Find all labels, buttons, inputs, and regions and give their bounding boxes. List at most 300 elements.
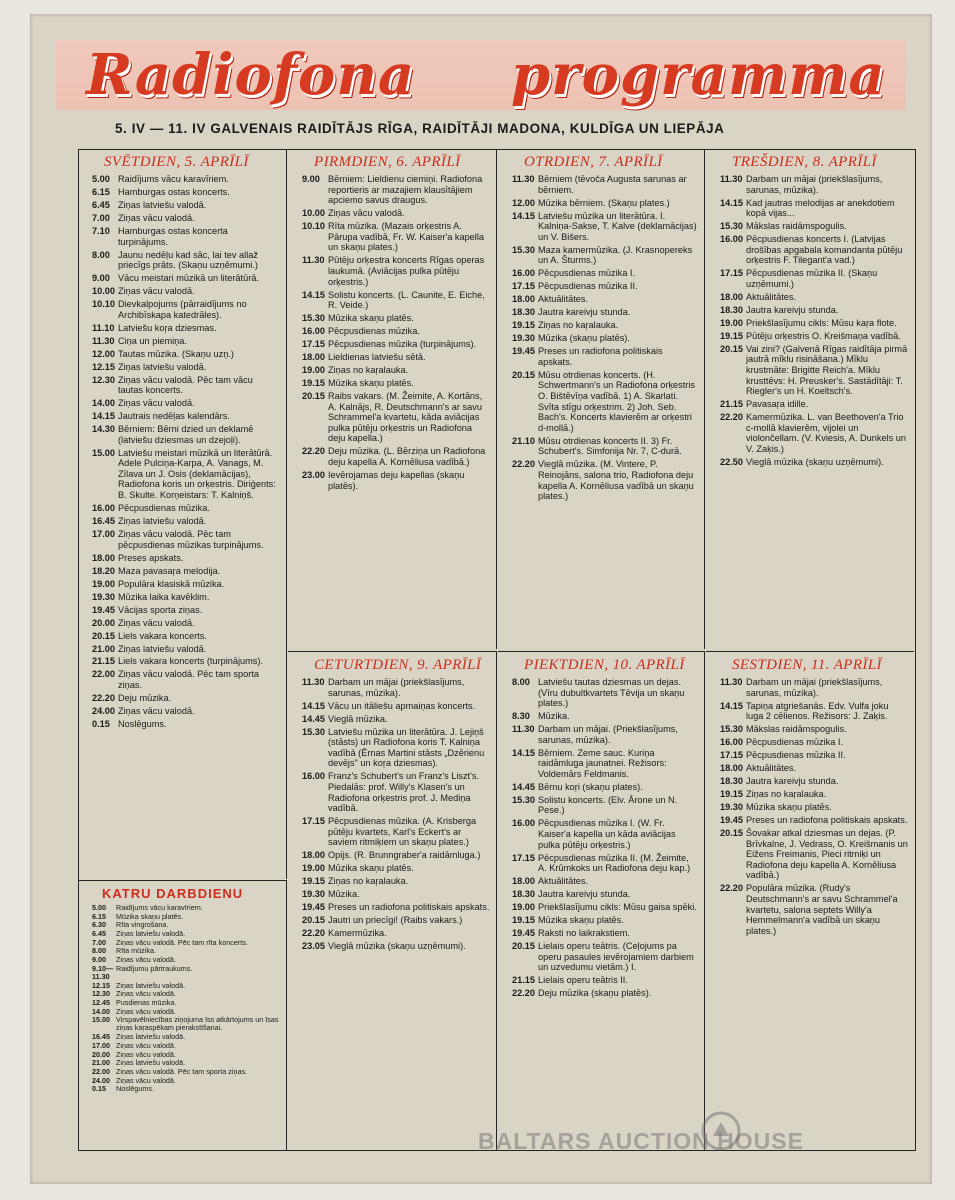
program-time: 12.15 bbox=[92, 361, 115, 372]
program-description: Pēcpusdienas mūzika II. (M. Žeimite, A. Krūmkoks un Radiofona deju kap.) bbox=[538, 852, 691, 874]
program-time: 19.45 bbox=[512, 928, 535, 939]
program-entry bbox=[706, 234, 914, 266]
program-entry bbox=[78, 1077, 286, 1085]
program-time: 16.00 bbox=[302, 771, 325, 782]
program-entry bbox=[78, 213, 286, 224]
program-description: Aktuālitātes. bbox=[746, 291, 797, 302]
program-entry bbox=[78, 349, 286, 360]
program-description: Ziņas vācu valodā. bbox=[118, 212, 195, 223]
program-entry bbox=[498, 941, 704, 973]
program-time: 19.00 bbox=[302, 863, 325, 874]
program-time: 21.15 bbox=[512, 975, 535, 986]
program-entry bbox=[706, 318, 914, 329]
program-entry bbox=[498, 268, 704, 279]
program-entry bbox=[706, 344, 914, 397]
program-entry bbox=[706, 412, 914, 454]
day-heading: PIRMDIEN, 6. APRĪLĪ bbox=[314, 154, 461, 170]
program-description: Lieldienas latviešu sētā. bbox=[328, 352, 426, 363]
program-time: 18.00 bbox=[512, 876, 535, 887]
program-time: 20.15 bbox=[720, 343, 743, 354]
program-time: 21.10 bbox=[512, 435, 535, 446]
program-description: Mākslas raidāmspogulis. bbox=[746, 724, 847, 735]
program-time: 8.30 bbox=[512, 711, 530, 722]
program-entry bbox=[78, 913, 286, 921]
program-description: Mūzika skaņu platēs. bbox=[328, 378, 414, 388]
program-time: 7.10 bbox=[92, 225, 110, 236]
program-time: 9.00 bbox=[92, 955, 106, 965]
program-entry bbox=[498, 294, 704, 305]
program-time: 14.15 bbox=[512, 747, 535, 758]
program-entry bbox=[498, 782, 704, 793]
program-entry bbox=[498, 320, 704, 331]
program-time: 18.00 bbox=[302, 850, 325, 861]
program-time: 8.00 bbox=[92, 249, 110, 260]
program-description: Rīta mūzika. (Mazais orķestris A. Pārupa vadībā, Fr. W. Kaiser'a kapella un skaņu plates.) bbox=[328, 221, 484, 253]
program-time: 19.15 bbox=[720, 789, 743, 800]
program-time: 22.20 bbox=[720, 412, 743, 423]
program-description: Pavasaŗa idille. bbox=[746, 399, 809, 410]
program-time: 19.15 bbox=[512, 915, 535, 926]
program-time: 17.15 bbox=[512, 281, 535, 292]
program-description: Deju mūzika. bbox=[118, 693, 172, 704]
program-time: 19.45 bbox=[512, 346, 535, 357]
program-entry bbox=[288, 313, 496, 324]
program-entry bbox=[706, 701, 914, 722]
program-entry bbox=[498, 724, 704, 745]
program-time: 12.00 bbox=[92, 348, 115, 359]
program-description: Ziņas vācu valodā. bbox=[118, 617, 195, 628]
program-entry bbox=[498, 346, 704, 367]
program-time: 11.30 bbox=[302, 677, 325, 687]
program-entry bbox=[78, 669, 286, 690]
program-entry bbox=[498, 795, 704, 816]
program-time: 17.15 bbox=[512, 852, 535, 863]
program-description: Pēcpusdienas mūzika II. bbox=[746, 750, 846, 761]
program-entry bbox=[288, 365, 496, 376]
program-entry bbox=[498, 876, 704, 887]
program-entry bbox=[78, 947, 286, 955]
program-time: 9.00 bbox=[302, 174, 320, 184]
program-entry bbox=[706, 221, 914, 232]
program-time: 15.00 bbox=[92, 447, 115, 458]
program-description: Populāra mūzika. (Rudy's Deutschmann's ar savu Schrammel'a kvartetu, salona septets Willy'a Hemmelmann'a vadībā un skaņu plates.) bbox=[746, 883, 898, 936]
program-time: 15.30 bbox=[512, 794, 535, 805]
program-description: Pēcpusdienas mūzika. bbox=[328, 326, 420, 337]
program-time: 19.00 bbox=[720, 317, 743, 328]
program-time: 18.00 bbox=[720, 763, 743, 774]
program-description: Ziņas latviešu valodā. bbox=[116, 1032, 186, 1042]
program-entry bbox=[498, 307, 704, 318]
program-entry bbox=[498, 211, 704, 243]
program-entry bbox=[706, 305, 914, 316]
program-description: Ziņas vācu valodā. Pēc tam sporta ziņas. bbox=[116, 1066, 248, 1076]
program-entry bbox=[78, 939, 286, 947]
program-description: Tautas mūzika. (Skaņu uzņ.) bbox=[118, 348, 234, 359]
program-description: Jautri un priecīgi! (Raibs vakars.) bbox=[328, 915, 463, 926]
program-entry bbox=[78, 592, 286, 603]
program-time: 19.30 bbox=[92, 591, 115, 602]
program-time: 6.15 bbox=[92, 911, 106, 921]
program-entry bbox=[706, 776, 914, 787]
program-entry bbox=[706, 331, 914, 342]
program-entry bbox=[288, 771, 496, 813]
program-description: Mūzika skaņu platēs. bbox=[116, 911, 184, 921]
program-time: 12.30 bbox=[92, 374, 115, 385]
program-entry bbox=[78, 693, 286, 704]
program-time: 8.00 bbox=[92, 946, 106, 956]
program-description: Ziņas no kaŗalauka. bbox=[328, 365, 409, 376]
program-description: Maza kamermūzika. (J. Krasnopereks un A. Šturms.) bbox=[538, 244, 693, 266]
program-entry bbox=[288, 714, 496, 725]
program-description: Ziņas vācu valodā. Pēc tam rīta koncerts. bbox=[116, 937, 248, 947]
program-time: 10.10 bbox=[92, 299, 115, 310]
program-description: Šovakar atkal dziesmas un dejas. (P. Brīvkalne, J. Vedrass, O. Kreišmanis un Eižens Freimanis, Pieci ritmiķi un Radiofona deju kapella A. Kornēliusa vadībā.) bbox=[746, 828, 908, 881]
program-entry bbox=[288, 701, 496, 712]
program-time: 22.00 bbox=[92, 669, 115, 680]
program-entry bbox=[78, 904, 286, 912]
program-time: 17.00 bbox=[92, 1040, 110, 1050]
program-time: 18.20 bbox=[92, 565, 115, 576]
program-entry bbox=[78, 336, 286, 347]
program-time: 6.15 bbox=[92, 186, 110, 197]
program-description: Jautra kareivju stunda. bbox=[746, 304, 839, 315]
program-entry bbox=[706, 750, 914, 761]
program-entry bbox=[78, 999, 286, 1007]
program-time: 14.15 bbox=[302, 700, 325, 711]
program-description: Mūzika. bbox=[538, 711, 570, 722]
program-description: Kad jautras melodijas ar anekdotiem kopā vijas... bbox=[746, 197, 895, 219]
program-description: Pūtēju orķestris O. Kreišmaņa vadībā. bbox=[746, 330, 901, 341]
program-description: Ziņas latviešu valodā. bbox=[116, 929, 186, 939]
program-description: Mūzika skaņu platēs. bbox=[746, 802, 832, 813]
program-description: Preses apskats. bbox=[118, 552, 184, 563]
program-entry bbox=[78, 719, 286, 730]
program-entry bbox=[288, 863, 496, 874]
program-time: 18.00 bbox=[512, 294, 535, 305]
program-entry bbox=[498, 370, 704, 434]
program-description: Noslēgums. bbox=[118, 719, 167, 730]
program-description: Raibs vakars. (M. Žeimite, A. Kortāns, A. Kalnājs, R. Deutschmann's ar savu Schrammel'a kvartetu, kāda aviācijas pulka pūtēju orķestris un Radiofona deju kapella.) bbox=[328, 390, 483, 444]
program-time: 20.15 bbox=[512, 369, 535, 380]
program-time: 24.00 bbox=[92, 706, 115, 717]
program-description: Franz's Schubert's un Franz's Liszt's. Piedalās: prof. Willy's Klasen's un Radiofona orķestris prof. J. Mediņa vadībā. bbox=[328, 771, 480, 814]
program-entry bbox=[498, 928, 704, 939]
program-entry bbox=[498, 902, 704, 913]
program-description: Mūzika bērniem. (Skaņu plates.) bbox=[538, 197, 670, 208]
program-description: Latviešu mūzika un literātūra. I. Kalniņa-Sakse, T. Kalve (deklamācijas) un V. Bišers. bbox=[538, 210, 697, 242]
program-entry bbox=[288, 255, 496, 287]
program-time: 7.00 bbox=[92, 212, 110, 223]
program-time: 18.30 bbox=[512, 307, 535, 318]
day-heading: CETURTDIEN, 9. APRĪLĪ bbox=[314, 657, 482, 673]
program-time: 17.15 bbox=[302, 339, 325, 350]
program-description: Solistu koncerts. (Elv. Ārone un N. Pese.) bbox=[538, 794, 678, 816]
program-description: Latviešu meistari mūzikā un literātūrā. Adele Pulciņa-Karpa, A. Vanags, M. Zīlava un J. Osis (deklamācijas), Radiofona koris un orķestris. Diriģents: B. Skulte. Korņeistars: T. Kalniņš. bbox=[118, 447, 276, 501]
program-entry bbox=[288, 290, 496, 311]
program-description: Rīta mūzika. bbox=[116, 946, 156, 956]
program-entry bbox=[498, 748, 704, 780]
program-description: Darbam un mājai (priekšlasījums, sarunas, mūzika). bbox=[328, 677, 465, 698]
day-column-thursday bbox=[288, 651, 497, 1150]
program-time: 18.30 bbox=[512, 889, 535, 900]
program-entry bbox=[78, 706, 286, 717]
program-time: 14.15 bbox=[720, 700, 743, 711]
program-description: Mūzika laika kavēklim. bbox=[118, 591, 210, 602]
program-description: Pēcpusdienas mūzika I. (W. Fr. Kaiser'a kapella un kāda aviācijas pulka pūtēju orķestris.) bbox=[538, 818, 676, 850]
program-description: Ziņas vācu valodā. Pēc tam sporta ziņas. bbox=[118, 669, 259, 691]
program-time: 12.30 bbox=[92, 989, 110, 999]
program-time: 19.30 bbox=[512, 333, 535, 344]
program-entry bbox=[288, 889, 496, 900]
program-description: Pēcpusdienas mūzika (turpinājums). bbox=[328, 339, 477, 350]
program-entry bbox=[78, 631, 286, 642]
program-time: 14.30 bbox=[92, 424, 115, 435]
program-time: 18.30 bbox=[720, 304, 743, 315]
program-entry bbox=[78, 529, 286, 550]
program-entry bbox=[78, 579, 286, 590]
program-entry bbox=[706, 815, 914, 826]
program-description: Pēcpusdienas mūzika I. bbox=[538, 268, 636, 279]
program-time: 21.00 bbox=[92, 1058, 110, 1068]
program-entry bbox=[498, 677, 704, 709]
program-entry bbox=[78, 1016, 286, 1032]
program-entry bbox=[498, 988, 704, 999]
program-time: 22.20 bbox=[302, 928, 325, 939]
program-time: 16.00 bbox=[512, 818, 535, 829]
program-entry bbox=[78, 398, 286, 409]
program-description: Priekšlasījumu cikls: Mūsu kaŗa flote. bbox=[746, 317, 897, 328]
program-entry bbox=[288, 221, 496, 253]
day-heading: TREŠDIEN, 8. APRĪLĪ bbox=[732, 154, 877, 170]
program-description: Noslēgums. bbox=[116, 1084, 154, 1094]
program-time: 16.00 bbox=[720, 737, 743, 748]
program-time: 16.45 bbox=[92, 1032, 110, 1042]
program-description: Mūsu otrdienas koncerts. (H. Schwertmann's un Radiofona orķestris O. Bištēvīņa vadībā. 1) A. Skarlati. Svīta stīgu orķestrim. 2) Joh. Seb. Bach's. Koncerts klavierēm ar orķestri d-mollā.) bbox=[538, 369, 695, 433]
masthead-word-programma: programma bbox=[511, 42, 886, 108]
program-description: Ziņas vācu valodā. bbox=[116, 1006, 176, 1016]
program-description: Vācijas sporta ziņas. bbox=[118, 604, 203, 615]
program-entry bbox=[78, 411, 286, 422]
masthead-banner bbox=[56, 40, 906, 110]
program-entry bbox=[78, 424, 286, 445]
program-time: 22.20 bbox=[512, 459, 535, 470]
program-description: Jaunu nedēļu kad sāc, lai tev allaž priecīgs prāts. (Skaņu uzņēmumi.) bbox=[118, 249, 258, 271]
program-description: Mūzika skaņu platēs. bbox=[538, 915, 624, 926]
program-description: Pūtēju orķestra koncerts Rīgas operas laukumā. (Aviācijas pulka pūtēju orķestris.) bbox=[328, 255, 485, 287]
program-entry bbox=[498, 853, 704, 874]
program-entry bbox=[78, 299, 286, 320]
program-time: 19.30 bbox=[302, 889, 325, 900]
program-description: Pēcpusdienas mūzika. bbox=[118, 503, 210, 514]
program-entry bbox=[498, 333, 704, 344]
program-description: Ziņas latviešu valodā. bbox=[116, 1058, 186, 1068]
program-time: 19.15 bbox=[720, 330, 743, 341]
program-time: 14.15 bbox=[720, 197, 743, 208]
program-entry bbox=[288, 446, 496, 467]
program-description: Mūsu otrdienas koncerts II. 3) Fr. Schubert's. Simfonija Nr. 7, C-durā. bbox=[538, 435, 682, 457]
program-description: Vieglā mūzika. (M. Vintere, P. Reinojāns, salona trio, Radiofona deju kapella A. Kornēliusa vadībā un skaņu plates.) bbox=[538, 459, 694, 502]
program-entry bbox=[78, 503, 286, 514]
program-entry bbox=[78, 226, 286, 247]
program-time: 16.00 bbox=[92, 503, 115, 514]
program-time: 15.30 bbox=[302, 313, 325, 324]
program-entry bbox=[78, 273, 286, 284]
program-entry bbox=[498, 975, 704, 986]
program-description: Vai zini? (Galvenā Rīgas raidītāja pirmā jautrā mīklu risināšana.) Mīklu krustmāte: Brigitte Reich'a. Mīklu krusttēvs: H. Preusker's. Sastādītāji: T. Riegler's un H. Koeltsch's. bbox=[746, 343, 908, 397]
program-description: Aktuālitātes. bbox=[538, 294, 589, 305]
program-entry bbox=[706, 399, 914, 410]
program-description: Preses un radiofona politiskais apskats. bbox=[746, 815, 908, 826]
program-description: Dievkalpojums (pārraidījums no Archibīskapa katedrāles). bbox=[118, 299, 247, 320]
program-time: 9.10—11.30 bbox=[92, 963, 114, 981]
program-entry bbox=[288, 876, 496, 887]
program-time: 16.45 bbox=[92, 516, 115, 527]
program-time: 16.00 bbox=[720, 234, 743, 245]
program-time: 20.15 bbox=[512, 941, 535, 952]
program-time: 10.00 bbox=[302, 208, 325, 219]
program-entry bbox=[78, 1085, 286, 1093]
program-description: Ziņas no kaŗalauka. bbox=[538, 320, 619, 331]
program-entry bbox=[288, 470, 496, 491]
program-description: Ziņas latviešu valodā. bbox=[118, 361, 207, 372]
program-entry bbox=[706, 677, 914, 698]
program-description: Ziņas no kaŗalauka. bbox=[328, 876, 409, 887]
program-time: 14.15 bbox=[302, 289, 325, 300]
program-time: 20.00 bbox=[92, 1049, 110, 1059]
program-description: Kamermūzika. L. van Beethoven'a Trio c-mollā klavierēm, vijolei un violončellam. (V. Kviesis, A. Dunkels un V. Zaķis.) bbox=[746, 412, 907, 454]
program-time: 15.30 bbox=[512, 244, 535, 255]
program-entry bbox=[288, 727, 496, 769]
program-description: Rīta vingrošana. bbox=[116, 920, 169, 930]
program-time: 5.00 bbox=[92, 903, 106, 912]
program-entry bbox=[288, 326, 496, 337]
program-description: Ziņas latviešu valodā. bbox=[118, 643, 207, 654]
program-entry bbox=[288, 816, 496, 848]
program-description: Ziņas vācu valodā. Pēc tam pēcpusdienas mūzikas turpinājums. bbox=[118, 529, 264, 550]
program-entry bbox=[706, 763, 914, 774]
program-time: 20.15 bbox=[92, 630, 115, 641]
program-description: Ziņas vācu valodā. bbox=[118, 286, 195, 297]
program-time: 22.20 bbox=[512, 988, 535, 999]
program-entry bbox=[498, 174, 704, 195]
day-column-saturday bbox=[706, 651, 914, 1150]
program-entry bbox=[498, 711, 704, 722]
program-description: Opijs. (R. Brunngraber'a raidāmluga.) bbox=[328, 850, 481, 861]
program-description: Kamermūzika. bbox=[328, 928, 387, 939]
day-column-friday bbox=[498, 651, 705, 1150]
program-time: 19.15 bbox=[512, 320, 535, 331]
program-description: Vieglā mūzika (skaņu uzņēmumi). bbox=[328, 941, 466, 952]
day-column-monday bbox=[288, 149, 497, 649]
program-description: Latviešu mūzika un literātūra. J. Lejiņš (stāsts) un Radiofona koris T. Kalniņa vadībā (Ērnas Martini stāsts „Dzērienu devējs" un koŗa dziesmas). bbox=[328, 726, 485, 769]
program-time: 18.00 bbox=[92, 552, 115, 563]
program-entry bbox=[498, 459, 704, 501]
program-time: 18.00 bbox=[720, 291, 743, 302]
program-time: 11.30 bbox=[720, 174, 743, 184]
program-time: 15.30 bbox=[720, 724, 743, 735]
program-description: Ziņas vācu valodā. Pēc tam vācu tautas koncerts. bbox=[118, 374, 253, 396]
program-entry bbox=[78, 644, 286, 655]
program-entry bbox=[498, 245, 704, 266]
program-time: 14.00 bbox=[92, 398, 115, 409]
program-description: Populāra klasiskā mūzika. bbox=[118, 578, 225, 589]
program-entry bbox=[78, 618, 286, 629]
program-description: Darbam un mājai (priekšlasījums, sarunas, mūzika). bbox=[746, 174, 883, 195]
program-time: 19.00 bbox=[302, 365, 325, 376]
program-description: Ziņas vācu valodā. bbox=[116, 989, 176, 999]
program-time: 11.10 bbox=[92, 322, 115, 333]
program-description: Ziņas vācu valodā. bbox=[328, 208, 405, 219]
program-description: Liels vakara koncerts. bbox=[118, 630, 207, 641]
program-entry bbox=[288, 391, 496, 444]
program-time: 11.30 bbox=[512, 724, 535, 735]
program-time: 19.45 bbox=[92, 604, 115, 615]
program-time: 11.30 bbox=[92, 335, 115, 346]
program-entry bbox=[706, 292, 914, 303]
program-entry bbox=[78, 286, 286, 297]
program-time: 17.15 bbox=[302, 816, 325, 827]
program-description: Ziņas vācu valodā. bbox=[116, 955, 176, 965]
program-description: Pēcpusdienas mūzika. (A. Krisberga pūtēju kvartets, Karl's Eckert's ar saviem ritmiķiem un skaņu plates.) bbox=[328, 816, 477, 848]
program-time: 11.30 bbox=[302, 255, 325, 266]
program-description: Bērniem (tēvoča Augusta sarunas ar bērniem. bbox=[538, 174, 687, 195]
program-time: 18.00 bbox=[302, 352, 325, 363]
program-entry bbox=[78, 930, 286, 938]
program-time: 0.15 bbox=[92, 719, 110, 730]
program-entry bbox=[706, 883, 914, 936]
day-heading: SVĒTDIEN, 5. APRĪLĪ bbox=[104, 154, 249, 170]
program-description: Lielais operu teātris. (Ceļojums pa operu pasaules ievērojamiem darbiem un uzvedumu vietām.) I. bbox=[538, 941, 694, 973]
day-column-wednesday bbox=[706, 149, 914, 649]
program-description: Vieglā mūzika. bbox=[328, 713, 388, 724]
program-description: Jautra kareivju stunda. bbox=[538, 307, 631, 318]
day-heading: KATRU DARBDIENU bbox=[102, 886, 244, 901]
program-entry bbox=[498, 281, 704, 292]
program-time: 19.30 bbox=[720, 802, 743, 813]
program-entry bbox=[78, 1042, 286, 1050]
program-description: Lielais operu teātris II. bbox=[538, 975, 628, 986]
program-description: Ziņas vācu valodā. bbox=[116, 1049, 176, 1059]
program-description: Priekšlasījumu cikls: Mūsu gaisa spēki. bbox=[538, 902, 697, 913]
program-description: Ziņas vācu valodā. bbox=[118, 398, 195, 409]
program-description: Bērniem. Zeme sauc. Kuriņa raidāmluga jaunatnei. Režisors: Voldemārs Feldmanis. bbox=[538, 747, 667, 779]
program-time: 14.15 bbox=[512, 210, 535, 221]
program-description: Latviešu tautas dziesmas un dejas. (Vīru dubultkvartets Tēvija un skaņu plates.) bbox=[538, 677, 685, 709]
program-entry bbox=[78, 1068, 286, 1076]
program-description: Vācu un itāliešu apmaiņas koncerts. bbox=[328, 700, 476, 711]
program-description: Ziņas latviešu valodā. bbox=[116, 980, 186, 990]
program-time: 20.00 bbox=[92, 617, 115, 628]
program-time: 22.20 bbox=[302, 446, 325, 457]
program-description: Preses un radiofona politiskais apskats. bbox=[538, 346, 663, 367]
program-description: Deju mūzika. (L. Bērziņa un Radiofona deju kapella A. Kornēliusa vadībā.) bbox=[328, 446, 486, 467]
program-description: Maza pavasaŗa melodija. bbox=[118, 565, 221, 576]
program-description: Jautra kareivju stunda. bbox=[746, 776, 839, 787]
program-description: Raidījums vācu karavīriem. bbox=[118, 174, 229, 184]
program-description: Mūzika. bbox=[328, 889, 360, 900]
program-description: Ziņas vācu valodā. bbox=[116, 1075, 176, 1085]
program-time: 15.00 bbox=[92, 1015, 110, 1025]
program-entry bbox=[288, 902, 496, 913]
program-description: Vieglā mūzika (skaņu uzņēmumi). bbox=[746, 456, 884, 467]
day-column-sunday bbox=[78, 149, 287, 879]
program-entry bbox=[288, 174, 496, 206]
program-time: 8.00 bbox=[512, 677, 530, 687]
program-time: 19.45 bbox=[302, 902, 325, 913]
program-entry bbox=[706, 268, 914, 289]
program-entry bbox=[78, 323, 286, 334]
program-description: Bērniem: Bērni dzied un deklamē (latviešu dziesmas un dzejoļi). bbox=[118, 424, 254, 445]
